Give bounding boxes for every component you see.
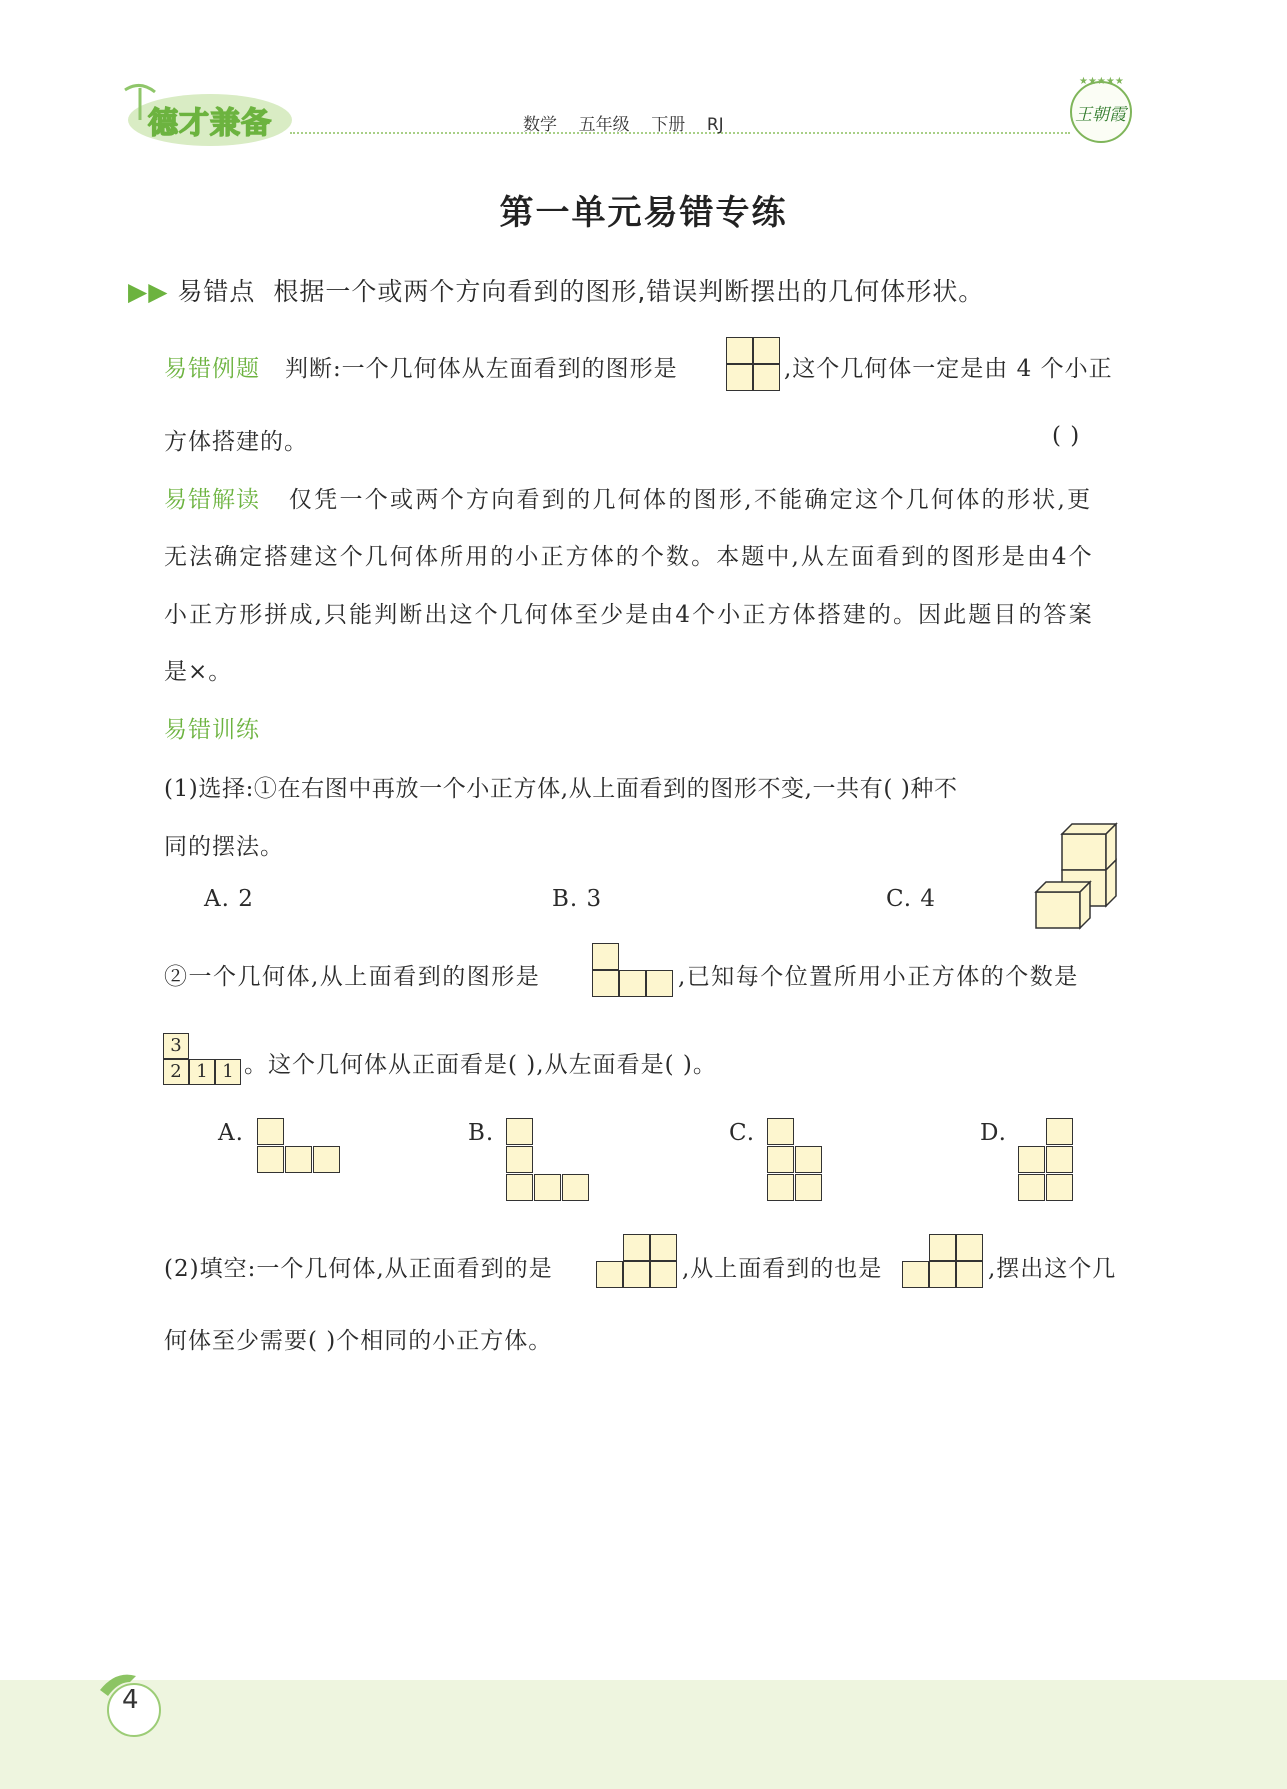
example-line-1 — [164, 350, 678, 383]
analysis-line-4: 是×。 — [164, 659, 233, 685]
q2-count-grid — [163, 1033, 241, 1085]
q2-line-1-before: ②一个几何体,从上面看到的图形是 — [164, 964, 541, 990]
page-title: 第一单元易错专练 — [499, 193, 788, 233]
q2-option-d-figure — [1018, 1118, 1074, 1202]
q2-line-1-after: ,已知每个位置所用小正方体的个数是 — [678, 964, 1079, 990]
q3-line-1-mid: ,从上面看到的也是 — [682, 1256, 883, 1282]
cube-stack-figure — [1030, 822, 1142, 940]
example-line-2: 方体搭建的。 — [164, 429, 308, 455]
example-answer-paren: ( ) — [1052, 423, 1081, 449]
header-subject: 数学 — [523, 115, 557, 135]
header-grade: 五年级 — [578, 115, 630, 135]
q1-option-c: C. 4 — [886, 886, 937, 912]
q2-option-c-figure — [767, 1118, 823, 1202]
q3-line-2: 何体至少需要( )个相同的小正方体。 — [164, 1328, 553, 1354]
header — [0, 60, 1287, 150]
header-edition: RJ — [706, 115, 724, 135]
header-volume: 下册 — [651, 115, 686, 135]
seal-logo — [1065, 72, 1137, 144]
q1-line-1: (1)选择:①在右图中再放一个小正方体,从上面看到的图形不变,一共有( )种不 — [164, 776, 958, 802]
count-cell: 2 — [163, 1059, 189, 1085]
count-cell: 3 — [163, 1033, 189, 1059]
q1-option-a: A. 2 — [204, 886, 254, 912]
q2-option-c-label: C. — [729, 1120, 756, 1146]
q1-line-2: 同的摆法。 — [164, 834, 284, 860]
page-number: 4 — [122, 1685, 139, 1715]
q3-line-1-before: (2)填空:一个几何体,从正面看到的是 — [164, 1256, 553, 1282]
footer-band — [0, 1680, 1287, 1789]
q1-option-b: B. 3 — [552, 886, 603, 912]
chevron-right-icon: ▶▶ — [128, 277, 169, 306]
q3-front-view-figure — [596, 1234, 677, 1288]
error-point-label: 易错点 — [177, 277, 256, 306]
analysis-line-2: 无法确定搭建这个几何体所用的小正方体的个数。本题中,从左面看到的图形是由4个 — [164, 544, 1094, 570]
brand-text: 德才兼备 — [148, 106, 272, 141]
q2-option-b-figure — [506, 1118, 590, 1202]
q2-option-b-label: B. — [468, 1120, 495, 1146]
error-point-text: 根据一个或两个方向看到的图形,错误判断摆出的几何体形状。 — [273, 277, 985, 306]
count-cell: 1 — [215, 1059, 241, 1085]
q2-option-a-label: A. — [218, 1120, 244, 1146]
q3-line-1-after: ,摆出这个几 — [988, 1256, 1117, 1282]
error-point-line — [128, 272, 984, 308]
analysis-line-1 — [164, 481, 1092, 514]
example-label: 易错例题 — [164, 356, 260, 382]
analysis-line-3: 小正方形拼成,只能判断出这个几何体至少是由4个小正方体搭建的。因此题目的答案 — [164, 602, 1094, 628]
q3-top-view-figure — [902, 1234, 983, 1288]
q2-top-view-figure — [592, 943, 673, 997]
training-label: 易错训练 — [164, 717, 260, 743]
count-cell: 1 — [189, 1059, 215, 1085]
analysis-label: 易错解读 — [164, 487, 260, 513]
example-text-after: ,这个几何体一定是由 4 个小正 — [784, 356, 1113, 382]
analysis-text-1: 仅凭一个或两个方向看到的几何体的图形,不能确定这个几何体的形状,更 — [288, 487, 1093, 513]
svg-text:★★★★★: ★★★★★ — [1079, 76, 1124, 87]
q2-line-2: 。这个几何体从正面看是( ),从左面看是( )。 — [244, 1052, 717, 1078]
header-subject-line — [523, 110, 724, 135]
example-text-before: 判断:一个几何体从左面看到的图形是 — [284, 356, 678, 382]
q2-option-d-label: D. — [980, 1120, 1007, 1146]
example-figure-2x2 — [726, 337, 780, 391]
q2-option-a-figure — [257, 1118, 341, 1174]
seal-text: 王朝霞 — [1075, 105, 1126, 125]
